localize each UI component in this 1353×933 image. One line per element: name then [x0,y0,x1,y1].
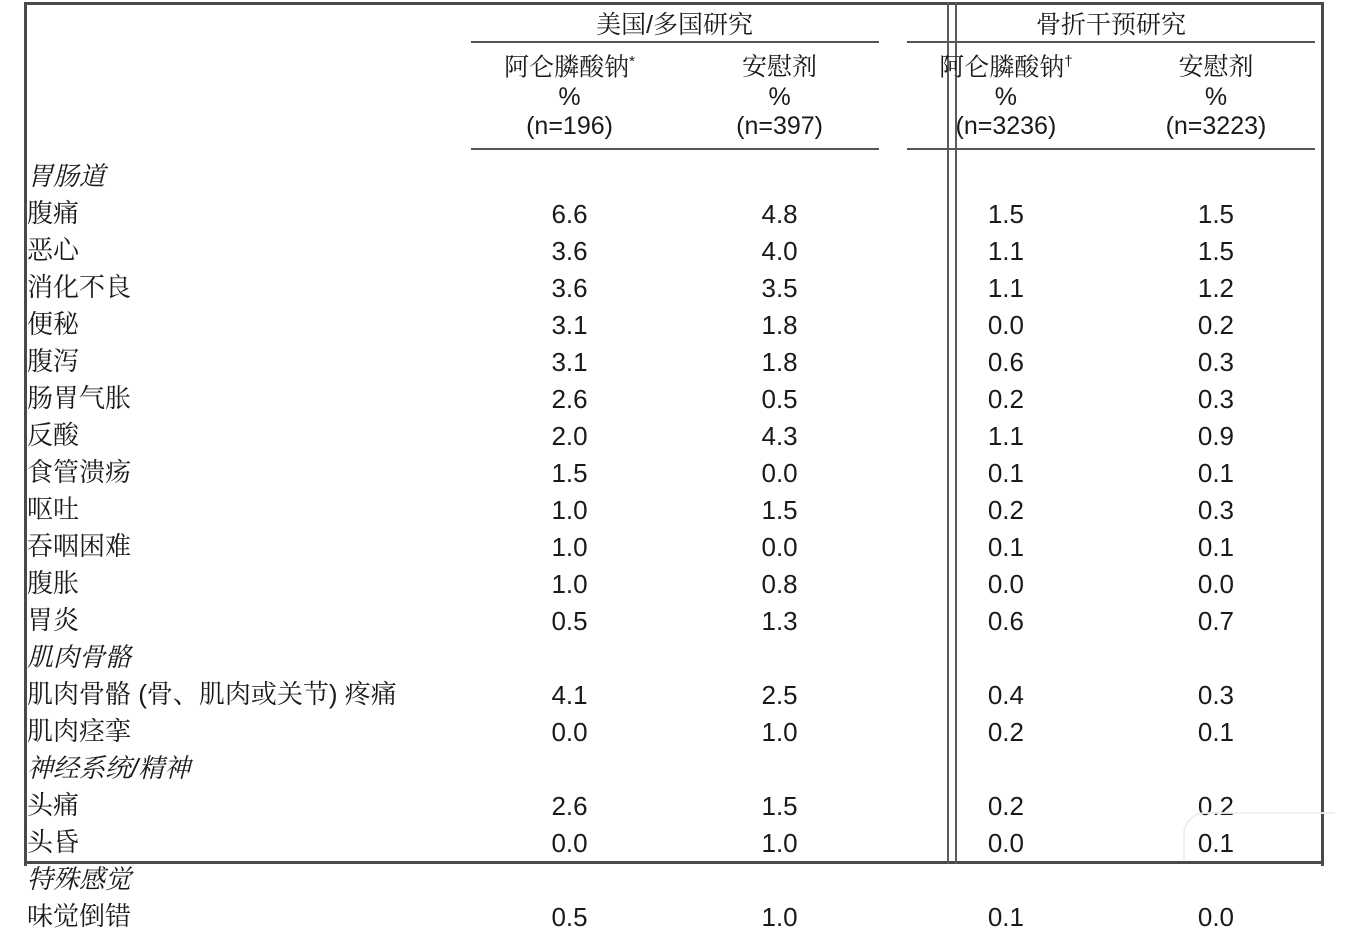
table-row [27,193,1321,230]
row-value: 0.0 [1197,901,1235,932]
section-header-row [27,748,1321,785]
row-value: 1.0 [551,494,588,525]
row-value: 1.5 [987,198,1024,229]
table-row [27,526,1321,563]
row-value: 0.1 [987,531,1024,562]
section-title: 神经系统/精神 [27,752,191,783]
col-name: 阿仑膦酸钠 [504,53,630,82]
col-name: 阿仑膦酸钠 [939,53,1065,82]
header-underline-us [471,148,879,150]
row-value: 0.5 [761,383,798,414]
row-value: 4.0 [761,235,798,266]
row-value: 0.4 [987,679,1024,710]
row-label: 消化不良 [27,271,132,302]
col-n: (n=196) [526,112,613,141]
row-value: 0.0 [987,827,1024,858]
col-header-alendronate-us [465,53,675,142]
row-value: 3.6 [551,235,588,266]
column-header-row [27,53,1321,142]
row-value: 0.9 [1197,420,1235,451]
row-value: 0.1 [987,457,1024,488]
row-value: 0.0 [551,827,588,858]
row-value: 0.1 [987,901,1024,932]
row-label: 腹泻 [27,345,80,376]
table-row [27,378,1321,415]
row-value: 0.3 [1197,346,1235,377]
row-value: 1.0 [761,827,798,858]
col-unit: % [1204,82,1228,111]
section-header-row [27,859,1321,896]
row-value: 1.0 [551,531,588,562]
row-value: 0.0 [761,457,798,488]
row-value: 1.5 [1197,198,1235,229]
scan-artifact [1183,812,1335,860]
section-header-row [27,637,1321,674]
row-value: 1.5 [551,457,588,488]
row-value: 0.6 [987,605,1024,636]
row-value: 6.6 [551,198,588,229]
section-title: 胃肠道 [27,160,106,191]
table-row [27,711,1321,748]
row-value: 0.3 [1197,383,1235,414]
table-row [27,267,1321,304]
row-value: 0.5 [551,605,588,636]
header-underline-fit [907,148,1315,150]
row-value: 0.7 [1197,605,1235,636]
row-label: 肠胃气胀 [27,382,132,413]
row-label: 腹痛 [27,197,80,228]
row-value: 1.2 [1197,272,1235,303]
row-label: 头痛 [27,789,80,820]
row-label: 恶心 [27,234,80,265]
group-header-us: 美国/多国研究 [596,11,754,39]
row-value: 0.2 [1197,790,1235,821]
col-unit: % [768,82,791,111]
table-row [27,563,1321,600]
row-value: 0.3 [1197,494,1235,525]
row-value: 0.1 [1197,716,1235,747]
group-header-fit: 骨折干预研究 [1035,11,1186,39]
row-label: 肌肉骨骼 (骨、肌肉或关节) 疼痛 [27,678,397,709]
row-value: 1.1 [987,420,1024,451]
row-value: 0.0 [987,309,1024,340]
row-value: 1.5 [1197,235,1235,266]
table-row [27,341,1321,378]
row-label: 头昏 [27,826,80,857]
row-value: 1.1 [987,235,1024,266]
col-unit: % [558,82,581,111]
row-label: 反酸 [27,419,80,450]
group-rule-us [471,41,879,43]
row-value: 1.5 [761,494,798,525]
col-unit: % [994,82,1018,111]
table-row [27,822,1321,859]
row-value: 0.2 [987,716,1024,747]
row-value: 1.1 [987,272,1024,303]
row-value: 4.3 [761,420,798,451]
table-row [27,896,1321,933]
section-title: 肌肉骨骼 [27,641,132,672]
row-value: 0.0 [987,568,1024,599]
row-value: 4.1 [551,679,588,710]
row-value: 2.0 [551,420,588,451]
section-title: 特殊感觉 [27,863,132,894]
row-value: 0.2 [987,494,1024,525]
row-value: 0.1 [1197,457,1235,488]
row-value: 0.1 [1197,531,1235,562]
row-value: 0.1 [1197,827,1235,858]
row-value: 2.5 [761,679,798,710]
table-row [27,230,1321,267]
col-n: (n=3223) [1165,112,1267,141]
row-value: 0.2 [987,383,1024,414]
table-row [27,452,1321,489]
table-right-border [1321,2,1324,866]
row-value: 0.8 [761,568,798,599]
row-value: 1.8 [761,346,798,377]
row-value: 3.5 [761,272,798,303]
col-header-placebo-fit [1111,53,1321,142]
col-n: (n=397) [736,112,823,141]
row-value: 1.0 [761,716,798,747]
row-value: 2.6 [551,790,588,821]
row-value: 1.0 [551,568,588,599]
row-value: 1.3 [761,605,798,636]
row-value: 0.0 [551,716,588,747]
table-row [27,785,1321,822]
group-rule-row [27,41,1321,53]
row-label: 食管溃疡 [27,456,132,487]
col-name: 安慰剂 [1178,53,1254,82]
row-label: 呕吐 [27,493,80,524]
table-row [27,674,1321,711]
col-name: 安慰剂 [742,53,818,82]
row-value: 0.0 [761,531,798,562]
row-value: 0.5 [551,901,588,932]
row-value: 0.6 [987,346,1024,377]
row-value: 0.2 [987,790,1024,821]
col-header-alendronate-fit [901,53,1111,142]
adverse-events-table [27,5,1321,932]
row-label: 味觉倒错 [27,900,132,931]
row-label: 胃炎 [27,604,80,635]
row-label: 腹胀 [27,567,80,598]
row-value: 1.8 [761,309,798,340]
row-value: 0.3 [1197,679,1235,710]
row-value: 3.6 [551,272,588,303]
group-header-row [27,5,1321,41]
row-value: 3.1 [551,346,588,377]
row-value: 1.5 [761,790,798,821]
row-value: 0.0 [1197,568,1235,599]
row-value: 0.2 [1197,309,1235,340]
group-rule-fit [907,41,1315,43]
col-footnote-marker: * [629,53,635,70]
table-row [27,600,1321,637]
col-header-placebo-us [675,53,885,142]
row-value: 2.6 [551,383,588,414]
col-n: (n=3236) [955,112,1057,141]
row-value: 1.0 [761,901,798,932]
row-label: 吞咽困难 [27,530,132,561]
header-underline-row [27,142,1321,156]
row-value: 3.1 [551,309,588,340]
table-row [27,304,1321,341]
row-value: 4.8 [761,198,798,229]
row-label: 肌肉痉挛 [27,715,132,746]
table-row [27,489,1321,526]
col-footnote-marker: † [1064,53,1073,70]
section-header-row [27,156,1321,193]
row-label: 便秘 [27,308,80,339]
table-row [27,415,1321,452]
